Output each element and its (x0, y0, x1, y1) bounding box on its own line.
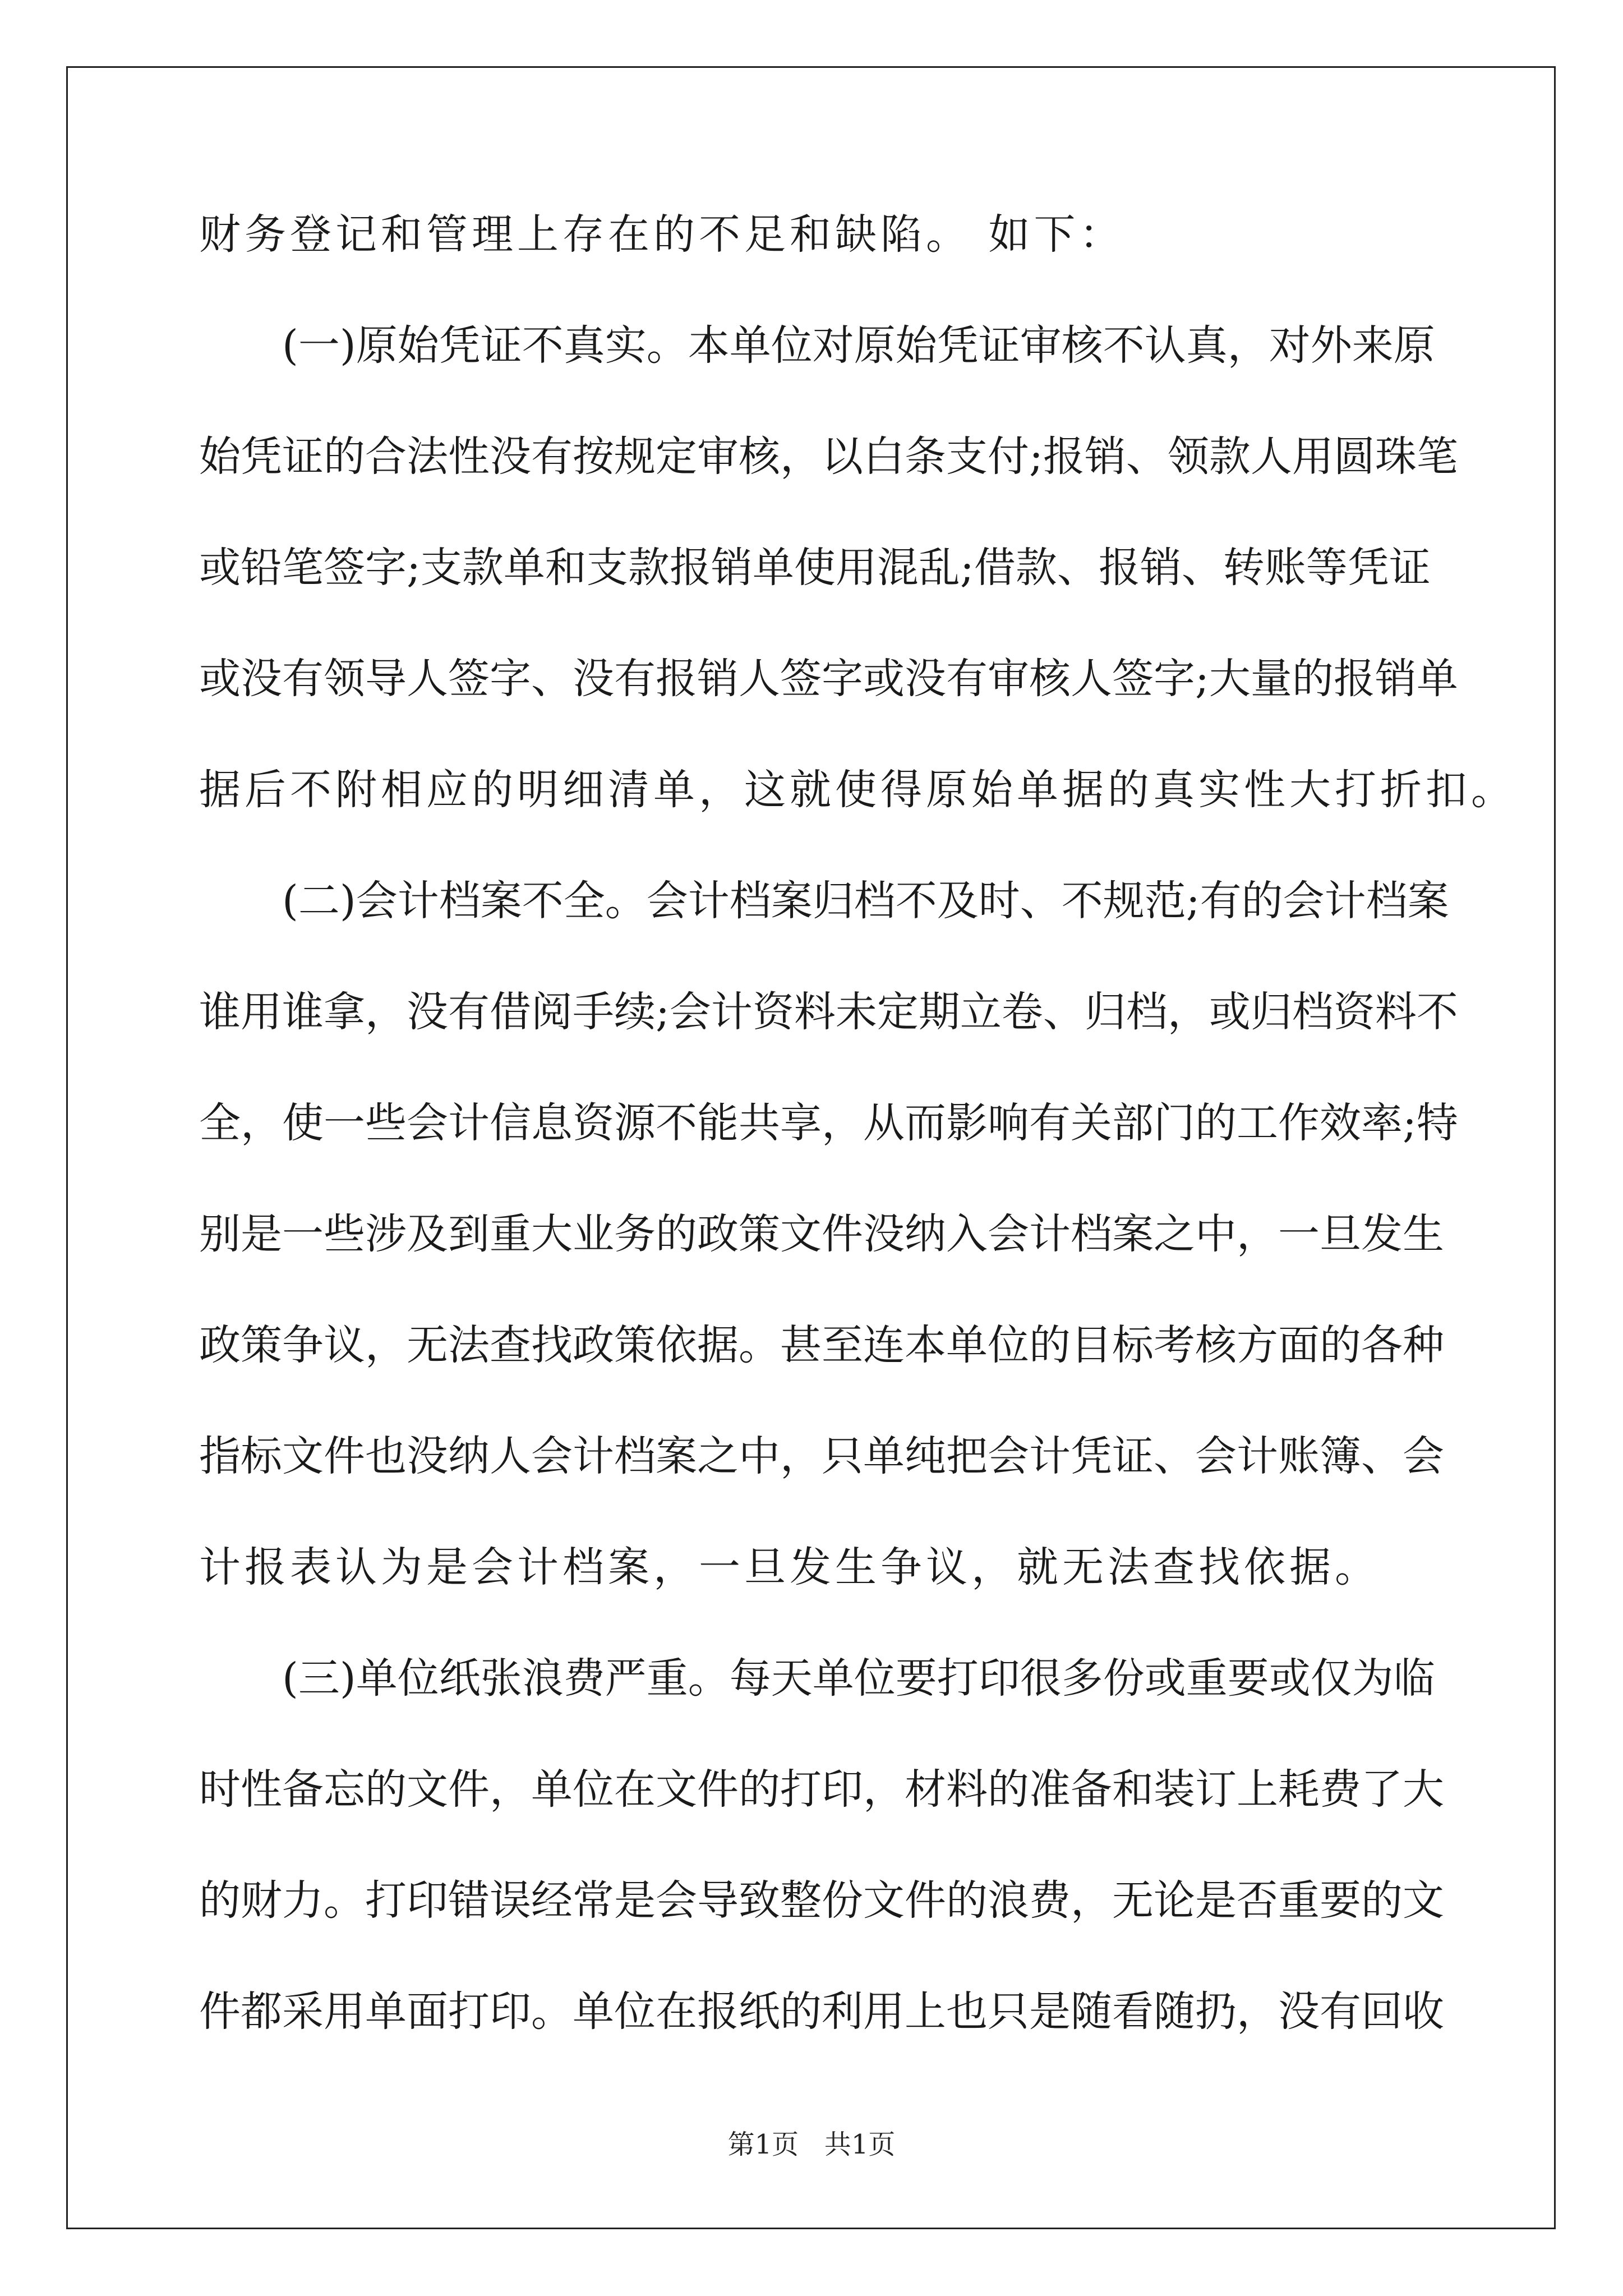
paragraph-line: 或没有领导人签字、没有报销人签字或没有审核人签字;大量的报销单 (199, 655, 1458, 703)
paragraph-line: 的财力。打印错误经常是会导致整份文件的浪费，无论是否重要的文 (199, 1876, 1444, 1925)
paragraph-line: (一)原始凭证不真实。本单位对原始凭证审核不认真，对外来原 (282, 321, 1435, 370)
paragraph-line: 别是一些涉及到重大业务的政策文件没纳入会计档案之中，一旦发生 (199, 1210, 1444, 1258)
document-body (199, 208, 1516, 2096)
paragraph-line: 财务登记和管理上存在的不足和缺陷。 如下： (199, 210, 1125, 259)
paragraph-line: 谁用谁拿，没有借阅手续;会计资料未定期立卷、归档，或归档资料不 (199, 988, 1458, 1036)
paragraph-line: 时性备忘的文件，单位在文件的打印，材料的准备和装订上耗费了大 (199, 1765, 1444, 1814)
paragraph-line: 始凭证的合法性没有按规定审核，以白条支付;报销、领款人用圆珠笔 (199, 432, 1458, 481)
page-footer: 第1页 共1页 (727, 2129, 896, 2160)
paragraph-line: 据后不附相应的明细清单，这就使得原始单据的真实性大打折扣。 (199, 766, 1516, 814)
paragraph-line: 全，使一些会计信息资源不能共享，从而影响有关部门的工作效率;特 (199, 1099, 1458, 1147)
paragraph-line: (三)单位纸张浪费严重。每天单位要打印很多份或重要或仅为临 (282, 1654, 1435, 1703)
paragraph-line: 政策争议，无法查找政策依据。甚至连本单位的目标考核方面的各种 (199, 1321, 1444, 1369)
paragraph-line: (二)会计档案不全。会计档案归档不及时、不规范;有的会计档案 (282, 877, 1449, 925)
paragraph-line: 或铅笔签字;支款单和支款报销单使用混乱;借款、报销、转账等凭证 (199, 544, 1431, 592)
paragraph-line: 件都采用单面打印。单位在报纸的利用上也只是随看随扔，没有回收 (199, 1987, 1444, 2036)
paragraph-line: 指标文件也没纳人会计档案之中，只单纯把会计凭证、会计账簿、会 (199, 1432, 1444, 1480)
paragraph-line: 计报表认为是会计档案，一旦发生争议，就无法查找依据。 (199, 1543, 1380, 1591)
